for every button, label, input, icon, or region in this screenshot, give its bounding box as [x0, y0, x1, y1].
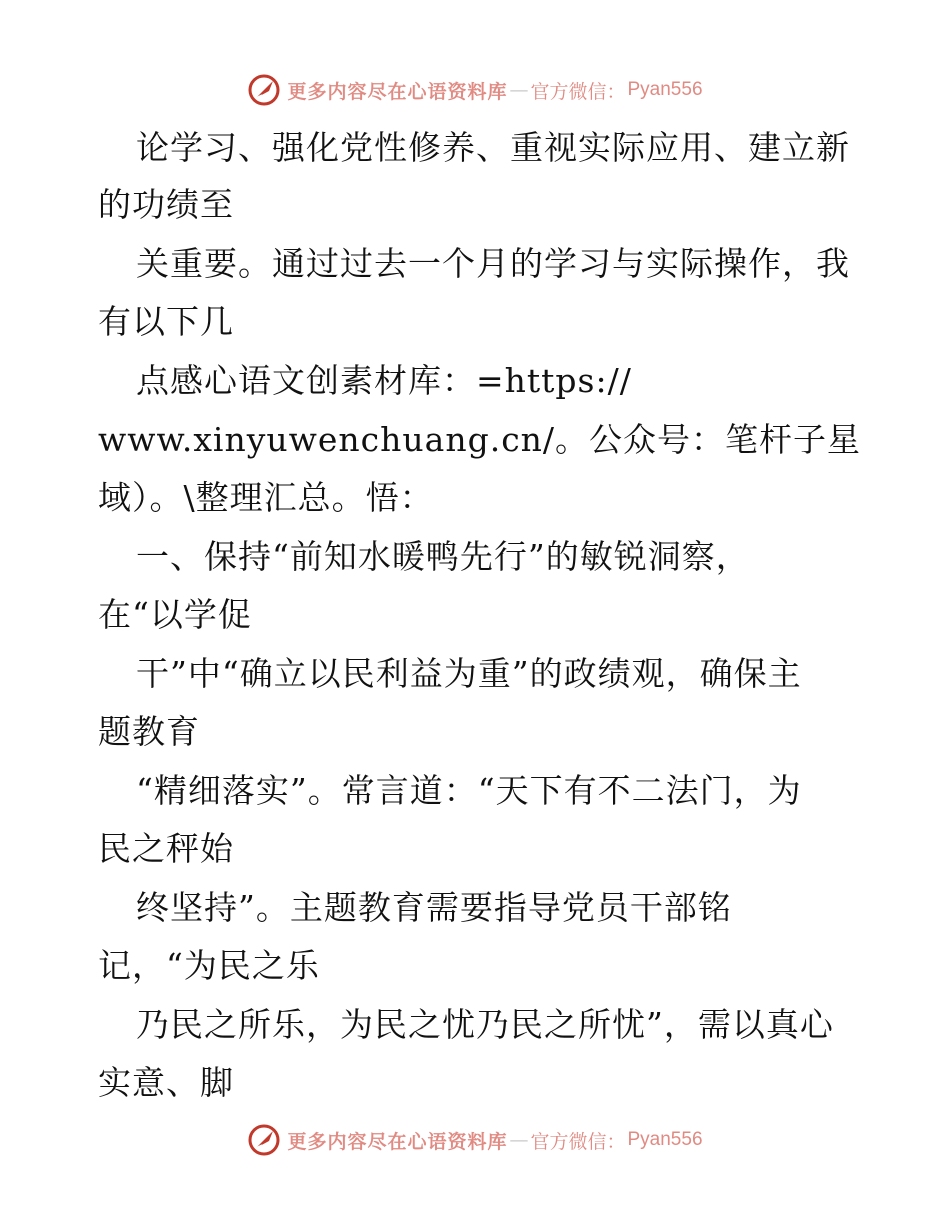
text-line: 干”中“确立以民利益为重”的政绩观，确保主 — [136, 654, 802, 693]
text-line: 终坚持”。主题教育需要指导党员干部铭 — [136, 888, 732, 927]
text-line: 记，“为民之乐 — [98, 946, 320, 985]
watermark-wechat-label: 官方微信： — [530, 1130, 626, 1153]
text-line: 实意、脚 — [98, 1063, 234, 1102]
watermark-text: 更多内容尽在心语资料库 — [287, 80, 508, 103]
text-line: 关重要。通过过去一个月的学习与实际操作，我 — [136, 244, 850, 283]
watermark-wechat-id: Pyan556 — [627, 79, 703, 100]
watermark-dash: — — [509, 1129, 529, 1151]
text-line: www.xinyuwenchuang.cn/。公众号：笔杆子星 — [98, 420, 862, 459]
text-line: 有以下几 — [98, 302, 234, 341]
text-line: 论学习、强化党性修养、重视实际应用、建立新 — [136, 128, 850, 167]
text-line: 一、保持“前知水暖鸭先行”的敏锐洞察， — [136, 537, 750, 576]
watermark-wechat-label: 官方微信： — [530, 80, 626, 103]
text-line: “精细落实”。常言道：“天下有不二法门，为 — [136, 771, 802, 810]
text-line: 题教育 — [98, 712, 200, 751]
watermark-footer — [0, 1120, 950, 1160]
watermark-text: 更多内容尽在心语资料库 — [287, 1130, 508, 1153]
quill-logo-icon — [247, 1123, 281, 1157]
text-line: 点感心语文创素材库：=https:// — [136, 361, 632, 400]
text-line: 的功绩至 — [98, 185, 234, 224]
watermark-dash: — — [509, 79, 529, 101]
text-line: 民之秤始 — [98, 829, 234, 868]
watermark-wechat-id: Pyan556 — [627, 1129, 703, 1150]
text-line: 域）。\整理汇总。悟： — [98, 478, 434, 517]
text-line: 乃民之所乐，为民之忧乃民之所忧”，需以真心 — [136, 1005, 834, 1044]
text-line: 在“以学促 — [98, 595, 252, 634]
